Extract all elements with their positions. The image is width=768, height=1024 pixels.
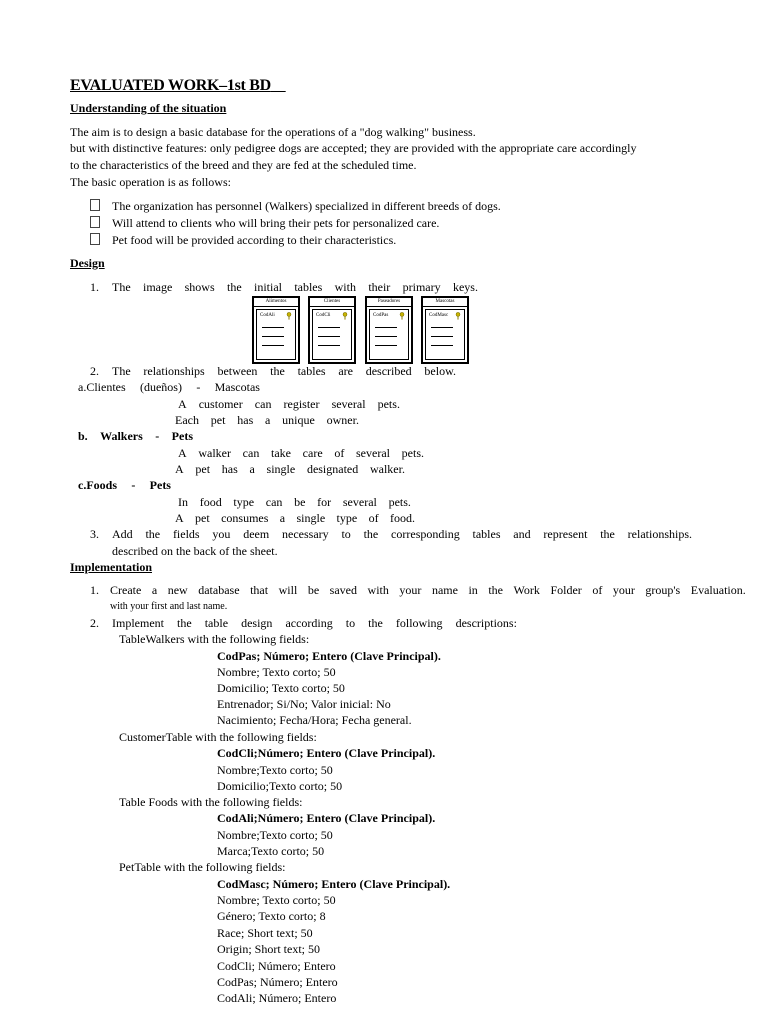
word: has	[221, 462, 238, 476]
table-intro-pets: PetTable with the following fields:	[119, 860, 286, 874]
word: to	[341, 527, 351, 541]
word: Pets	[171, 429, 193, 443]
relationship-a-line-1	[178, 397, 400, 411]
word: fields	[172, 527, 200, 541]
word: A	[178, 446, 187, 460]
word: their	[368, 280, 391, 294]
word: for	[317, 495, 332, 509]
relationship-b-line-1	[178, 446, 424, 460]
bullet-item: Pet food will be provided according to their characteristics.	[90, 233, 396, 247]
word: Evaluation.	[690, 583, 746, 597]
table-diagram-key: CodPas	[373, 313, 389, 318]
word: can	[254, 397, 272, 411]
word: be	[294, 495, 306, 509]
section-heading-understanding: Understanding of the situation	[70, 101, 227, 115]
relationship-c-line-1	[178, 495, 411, 509]
table-intro-customers: CustomerTable with the following fields:	[119, 730, 317, 744]
word: represent	[543, 527, 588, 541]
word: several	[356, 446, 390, 460]
word: pet	[195, 511, 210, 525]
relationship-c-line-2	[175, 511, 415, 525]
word: following	[395, 616, 443, 630]
field-line: Race; Short text; 50	[217, 926, 313, 940]
word: several	[342, 495, 377, 509]
field-line: Género; Texto corto; 8	[217, 909, 326, 923]
word: c.Foods	[78, 478, 117, 492]
word: below.	[424, 364, 456, 378]
word: of	[368, 511, 379, 525]
word: In	[178, 495, 188, 509]
table-diagram-key: CodAli	[260, 313, 275, 318]
table-diagram	[252, 296, 300, 364]
word: the	[270, 364, 285, 378]
word: can	[265, 495, 283, 509]
table-diagram-row-line	[318, 336, 340, 337]
word: The	[112, 364, 131, 378]
word: will	[278, 583, 298, 597]
word: the	[368, 616, 383, 630]
word: The	[112, 280, 131, 294]
bullet-item: Will attend to clients who will bring their pets for personalized care.	[90, 216, 439, 230]
table-diagram-row-line	[375, 345, 397, 346]
field-line: Nombre;Texto corto; 50	[217, 763, 333, 777]
field-line: Nombre;Texto corto; 50	[217, 828, 333, 842]
word: care	[302, 446, 323, 460]
table-diagram-body	[369, 309, 409, 360]
key-icon	[399, 312, 405, 320]
word: single	[296, 511, 326, 525]
word: design	[241, 616, 273, 630]
table-diagram-name: Alimentos	[254, 298, 298, 307]
word: a.Clientes	[78, 380, 126, 394]
word: owner.	[326, 413, 359, 427]
word: can	[242, 446, 260, 460]
table-diagram-row-line	[262, 336, 284, 337]
table-diagram-row-line	[262, 345, 284, 346]
word: Mascotas	[214, 380, 260, 394]
key-icon	[455, 312, 461, 320]
word: tables	[472, 527, 501, 541]
word: saved	[329, 583, 357, 597]
word: walker.	[369, 462, 405, 476]
word: consumes	[221, 511, 269, 525]
word: to	[345, 616, 356, 630]
table-diagram-row-line	[375, 327, 397, 328]
table-diagram-name: Paseadores	[367, 298, 411, 307]
document-title: EVALUATED WORK–1st BD	[70, 77, 271, 94]
primary-key-field: CodPas; Número; Entero (Clave Principal).	[217, 649, 441, 663]
word: shows	[184, 280, 215, 294]
relationship-a-label	[78, 380, 260, 394]
field-line: Nombre; Texto corto; 50	[217, 665, 336, 679]
field-line: Entrenador; Si/No; Valor inicial: No	[217, 697, 391, 711]
word: (dueños)	[139, 380, 182, 394]
paragraph-line: The basic operation is as follows:	[70, 175, 231, 189]
tables-figure	[252, 296, 472, 362]
table-diagram-name: Mascotas	[423, 298, 467, 307]
word: the	[177, 616, 192, 630]
word: of	[334, 446, 345, 460]
word: type	[336, 511, 358, 525]
field-line: CodCli; Número; Entero	[217, 959, 336, 973]
word: register	[283, 397, 320, 411]
word: deem	[243, 527, 270, 541]
key-icon	[342, 312, 348, 320]
list-number: 1.	[90, 280, 99, 294]
table-diagram	[308, 296, 356, 364]
word: name	[431, 583, 458, 597]
design-item-1-text	[112, 280, 478, 294]
field-line: CodPas; Número; Entero	[217, 975, 338, 989]
word: single	[266, 462, 296, 476]
list-number: 2.	[90, 364, 99, 378]
implementation-item-1-continuation: with your first and last name.	[110, 601, 228, 612]
primary-key-field: CodCli;Número; Entero (Clave Principal).	[217, 746, 436, 760]
word: initial	[253, 280, 282, 294]
word: group's	[645, 583, 681, 597]
implementation-item-1-text	[110, 583, 746, 597]
word: pets.	[377, 397, 400, 411]
design-item-3-continuation: described on the back of the sheet.	[112, 544, 278, 558]
word: with	[367, 583, 389, 597]
relationship-b-line-2	[175, 462, 405, 476]
table-intro-walkers: TableWalkers with the following fields:	[119, 632, 310, 646]
table-diagram-key: CodMasc	[429, 313, 449, 318]
bullet-box-icon	[90, 199, 100, 211]
word: b.	[78, 429, 88, 443]
word: image	[142, 280, 173, 294]
word: has	[237, 413, 254, 427]
word: the	[600, 527, 615, 541]
word: several	[331, 397, 366, 411]
table-diagram	[365, 296, 413, 364]
word: food	[199, 495, 222, 509]
word: in	[468, 583, 478, 597]
section-heading-implementation: Implementation	[70, 560, 152, 574]
word: Each	[175, 413, 199, 427]
word: designated	[306, 462, 359, 476]
table-diagram-row-line	[318, 345, 340, 346]
field-line: CodAli; Número; Entero	[217, 991, 337, 1005]
word: between	[217, 364, 258, 378]
word: corresponding	[391, 527, 460, 541]
word: Add	[112, 527, 133, 541]
word: tables	[297, 364, 326, 378]
field-line: Nombre; Texto corto; 50	[217, 893, 336, 907]
relationship-a-line-2	[175, 413, 359, 427]
table-diagram-row-line	[431, 327, 453, 328]
table-diagram-body	[425, 309, 465, 360]
field-line: Domicilio; Texto corto; 50	[217, 681, 345, 695]
word: with	[334, 280, 356, 294]
bullet-box-icon	[90, 216, 100, 228]
word: Work	[513, 583, 540, 597]
word: pet	[195, 462, 211, 476]
word: -	[155, 429, 160, 443]
word: walker	[198, 446, 231, 460]
implementation-item-2-text	[112, 616, 517, 630]
word: Folder	[550, 583, 582, 597]
word: your	[612, 583, 635, 597]
word: tables	[294, 280, 323, 294]
word: Pets	[149, 478, 171, 492]
word: your	[399, 583, 422, 597]
field-line: Domicilio;Texto corto; 50	[217, 779, 343, 793]
table-diagram-body	[312, 309, 352, 360]
table-diagram-row-line	[431, 336, 453, 337]
paragraph-line: to the characteristics of the breed and they are fed at the scheduled time.	[70, 158, 417, 172]
word: database	[198, 583, 240, 597]
key-icon	[286, 312, 292, 320]
word: and	[513, 527, 531, 541]
list-number: 2.	[90, 616, 99, 630]
word: take	[271, 446, 291, 460]
paragraph-line: The aim is to design a basic database for the operations of a "dog walking" business.	[70, 125, 476, 139]
word: unique	[282, 413, 315, 427]
paragraph-line: but with distinctive features: only pedigree dogs are accepted; they are provided with the appropriate care accordingly	[70, 141, 637, 155]
field-line: Nacimiento; Fecha/Hora; Fecha general.	[217, 713, 412, 727]
word: food.	[389, 511, 415, 525]
word: A	[175, 511, 184, 525]
table-intro-foods: Table Foods with the following fields:	[119, 795, 303, 809]
word: are	[338, 364, 353, 378]
list-number: 1.	[90, 583, 99, 597]
table-diagram-row-line	[375, 336, 397, 337]
field-line: Marca;Texto corto; 50	[217, 844, 325, 858]
word: Implement	[112, 616, 164, 630]
table-diagram-key: CodCli	[316, 313, 331, 318]
table-diagram-row-line	[431, 345, 453, 346]
word: A	[175, 462, 184, 476]
word: necessary	[282, 527, 329, 541]
word: described	[365, 364, 412, 378]
word: the	[488, 583, 504, 597]
table-diagram-body	[256, 309, 296, 360]
bullet-box-icon	[90, 233, 100, 245]
word: primary	[402, 280, 441, 294]
word: type	[233, 495, 255, 509]
primary-key-field: CodAli;Número; Entero (Clave Principal).	[217, 811, 436, 825]
word: -	[131, 478, 136, 492]
word: of	[592, 583, 603, 597]
word: a	[279, 511, 286, 525]
word: a	[151, 583, 158, 597]
word: you	[212, 527, 231, 541]
list-number: 3.	[90, 527, 99, 541]
word: table	[204, 616, 229, 630]
word: a	[265, 413, 271, 427]
word: a	[249, 462, 255, 476]
word: keys.	[452, 280, 478, 294]
word: relationships	[143, 364, 205, 378]
table-diagram-row-line	[318, 327, 340, 328]
word: according	[285, 616, 333, 630]
field-line: Origin; Short text; 50	[217, 942, 320, 956]
primary-key-field: CodMasc; Número; Entero (Clave Principal).	[217, 877, 451, 891]
word: descriptions:	[455, 616, 517, 630]
section-heading-design: Design	[70, 256, 105, 270]
table-diagram-name: Clientes	[310, 298, 354, 307]
word: Create	[110, 583, 142, 597]
word: customer	[198, 397, 243, 411]
word: Walkers	[100, 429, 143, 443]
word: relationships.	[627, 527, 692, 541]
word: the	[145, 527, 161, 541]
word: the	[363, 527, 379, 541]
word: be	[307, 583, 320, 597]
word: pets.	[401, 446, 424, 460]
table-diagram	[421, 296, 469, 364]
word: that	[250, 583, 269, 597]
bullet-item: The organization has personnel (Walkers) specialized in different breeds of dogs.	[90, 199, 501, 213]
word: A	[178, 397, 187, 411]
table-diagram-row-line	[262, 327, 284, 328]
word: pet	[210, 413, 226, 427]
design-item-2-text	[112, 364, 456, 378]
word: -	[196, 380, 201, 394]
relationship-b-label	[78, 429, 193, 443]
word: pets.	[388, 495, 411, 509]
word: the	[226, 280, 242, 294]
design-item-3-text	[112, 527, 692, 541]
relationship-c-label	[78, 478, 171, 492]
word: new	[167, 583, 188, 597]
